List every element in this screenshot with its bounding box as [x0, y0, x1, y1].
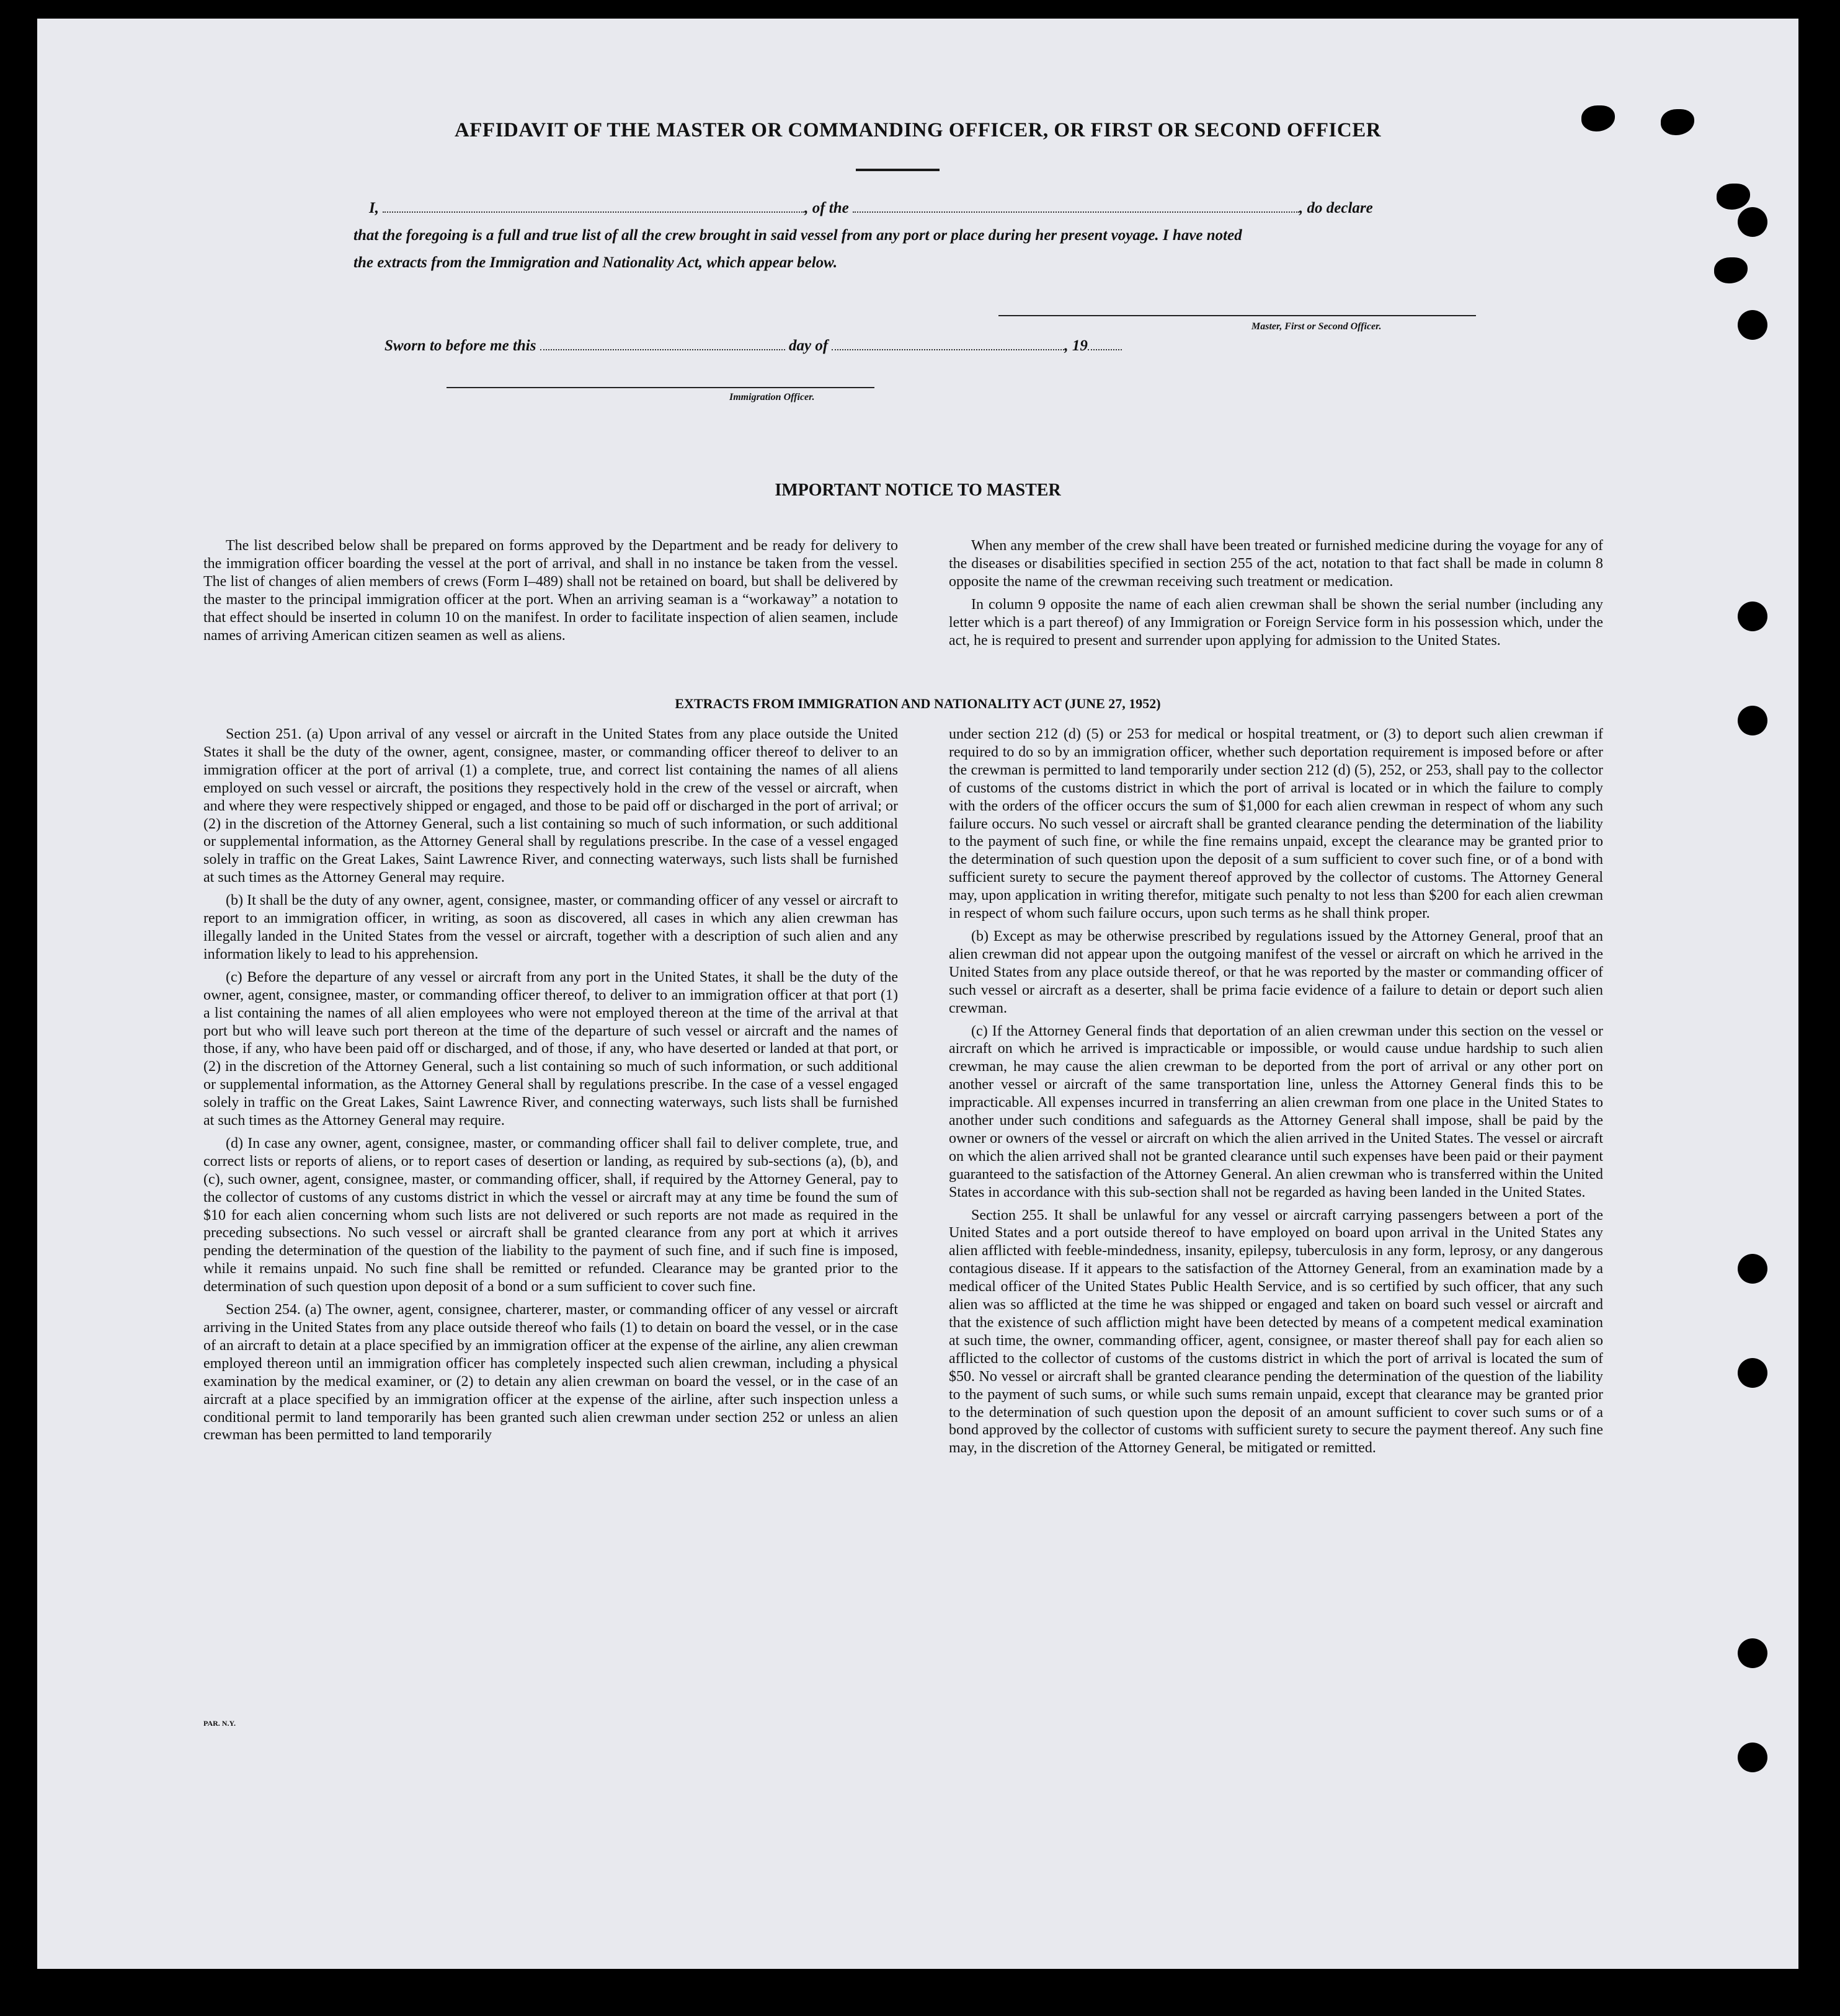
punch-hole [1738, 1254, 1767, 1284]
extract-paragraph: (b) It shall be the duty of any owner, agent, consignee, master, or commanding officer of any vessel or aircraft to report to an immigration officer, in writing, as soon as discovered, all cases in which any alien crewman has illegally landed in the United States from the vessel or aircraft, together with a description of such alien and any information likely to lead to his apprehension. [203, 892, 898, 962]
affidavit-title: AFFIDAVIT OF THE MASTER OR COMMANDING OFFICER, OR FIRST OR SECOND OFFICER [454, 119, 1382, 141]
extract-paragraph: under section 212 (d) (5) or 253 for medical or hospital treatment, or (3) to deport such alien crewman if required to do so by an immigration officer, whether such deportation requirement is imposed before or after the crewman is permitted to land temporarily under section 212 (d) (5), 252, or 253, shall pay to the collector of customs of the customs district in which the port of arrival is located or in which the failure to comply with the orders of the officer occurs the sum of $1,000 for each alien crewman in respect of whom any such failure occurs. No such vessel or aircraft shall be granted clearance pending the determination of the liability to the payment of such fine, or while the fine remains unpaid, except the clearance may be granted prior to the determination of such question upon the deposit of a sum sufficient to cover such fine, or of a bond with sufficient surety to secure the payment thereof approved by the collector of customs. The Attorney General may, upon application in writing therefor, mitigate such penalty to not less than $200 for each alien crewman in respect of whom such failure occurs, upon such terms as he shall think proper. [949, 726, 1603, 922]
notice-title: IMPORTANT NOTICE TO MASTER [775, 481, 1061, 500]
document-page [37, 19, 1798, 1969]
sworn-month-blank[interactable] [832, 346, 1064, 350]
punch-hole [1738, 310, 1767, 340]
torn-mark [1717, 184, 1750, 210]
notice-paragraph: The list described below shall be prepared on forms approved by the Department and be ready for delivery to the immigration officer boarding the vessel at the port of arrival, and shall in no instance be taken from the vessel. The list of changes of alien members of crews (Form I–489) shall not be retained on board, but shall be delivered by the master to the principal immigration officer at the port. When an arriving seaman is a “workaway” a notation to that effect should be inserted in column 10 on the manifest. In order to facilitate inspection of alien seamen, include names of arriving American citizen seamen as well as aliens. [203, 538, 898, 644]
i-label: I, [369, 200, 379, 216]
punch-hole [1738, 1743, 1767, 1772]
punch-hole [1738, 207, 1767, 237]
printer-mark: PAR. N.Y. [203, 1719, 236, 1728]
notice-paragraph: In column 9 opposite the name of each alien crewman shall be shown the serial number (including any letter which is a part thereof) of any Immigration or Foreign Service form in his possession which, under the act, he is required to present and surrender upon applying for admission to the United States. [949, 596, 1603, 649]
declaration-text-line1: that the foregoing is a full and true list of all the crew brought in said vessel from any port or place during her present voyage. I have noted [353, 227, 1242, 244]
sworn-day-blank[interactable] [540, 346, 785, 350]
declaration-text-line2: the extracts from the Immigration and Nationality Act, which appear below. [353, 254, 838, 271]
immigration-officer-caption: Immigration Officer. [729, 392, 815, 402]
sworn-label: Sworn to before me this [384, 337, 536, 354]
declarant-line [369, 200, 1373, 217]
extracts-right-column [949, 726, 1603, 1462]
punch-hole [1738, 1638, 1767, 1668]
declarant-name-blank[interactable] [383, 208, 804, 213]
punch-hole [1738, 602, 1767, 631]
sworn-year-blank[interactable] [1088, 346, 1122, 350]
title-divider [856, 169, 940, 171]
extract-paragraph: Section 254. (a) The owner, agent, consignee, charterer, master, or commanding officer of any vessel or aircraft arriving in the United States from any place outside thereof who fails (1) to detain on board the vessel, or in the case of an aircraft to detain at a place specified by an immigration officer at the expense of the airline, any alien crewman employed thereon until an immigration officer has completely inspected such alien crewman, including a physical examination by the medical examiner, or (2) to detain any alien crewman on board the vessel, or in the case of an aircraft at a place specified by an immigration officer at the expense of the airline, after such inspection unless a conditional permit to land temporarily has been granted such alien crewman under section 252 or unless an alien crewman has been permitted to land temporarily [203, 1302, 898, 1444]
officer-caption: Master, First or Second Officer. [1251, 321, 1382, 332]
extract-paragraph: Section 255. It shall be unlawful for any vessel or aircraft carrying passengers between a port of the United States and a port outside thereof to have employed on board upon arrival in the United States any alien afflicted with feeble-mindedness, insanity, epilepsy, tuberculosis in any form, leprosy, or any dangerous contagious disease. If it appears to the satisfaction of the Attorney General, from an examination made by a medical officer of the United States Public Health Service, and is so certified by such officer, that any such alien was so afflicted at the time he was shipped or engaged and taken on board such vessel or aircraft and that the existence of such affliction might have been detected by means of a competent medical examination at such time, the owner, commanding officer, agent, consignee, or master thereof shall pay for each alien so afflicted to the collector of customs of the customs district in which the port of arrival is located the sum of $50. No vessel or aircraft shall be granted clearance pending the determination of the question of the liability to the payment of such sums, or while such sums remain unpaid, except that clearance may be granted prior to the determination of such question upon the deposit of an amount sufficient to cover such sums or of a bond approved by the collector of customs with sufficient surety to secure the payment thereof. Any such fine may, in the discretion of the Attorney General, be mitigated or remitted. [949, 1207, 1603, 1457]
immigration-officer-signature-line[interactable] [447, 387, 874, 388]
punch-hole [1738, 1358, 1767, 1388]
day-of-label: day of [788, 337, 829, 354]
extract-paragraph: (c) If the Attorney General finds that deportation of an alien crewman under this section on the vessel or aircraft on which he arrived is impracticable or impossible, or would cause undue hardship to such alien crewman, he may cause the alien crewman to be deported from the port of arrival or any other port on another vessel or aircraft of the same transportation line, unless the Attorney General finds this to be impracticable. All expenses incurred in transferring an alien crewman from one place in the United States to another under such conditions and safeguards as the Attorney General shall impose, shall be paid by the owner or owners of the vessel or aircraft on which the alien arrived in the United States. The vessel or aircraft on which the alien arrived shall not be granted clearance until such expenses have been paid or their payment guaranteed to the satisfaction of the Attorney General. An alien crewman who is transferred within the United States in accordance with this sub-section shall not be regarded as having been landed in the United States. [949, 1023, 1603, 1201]
extract-paragraph: Section 251. (a) Upon arrival of any vessel or aircraft in the United States from any place outside the United States it shall be the duty of the owner, agent, consignee, master, or commanding officer thereof to deliver to an immigration officer at the port of arrival (1) a complete, true, and correct list containing the names of all aliens employed on such vessel or aircraft, the positions they respectively hold in the crew of the vessel or aircraft, when and where they were respectively shipped or engaged, and those to be paid off or discharged in the port of arrival; or (2) in the discretion of the Attorney General, such a list containing so much of such information, or such additional or supplemental information, as the Attorney General shall by regulations prescribe. In the case of a vessel engaged solely in traffic on the Great Lakes, Saint Lawrence River, and connecting waterways, such lists shall be furnished at such times as the Attorney General may require. [203, 726, 898, 886]
sworn-line [384, 337, 1122, 355]
extracts-title: EXTRACTS FROM IMMIGRATION AND NATIONALITY ACT (JUNE 27, 1952) [675, 696, 1161, 711]
notice-left-column [203, 537, 898, 649]
vessel-name-blank[interactable] [853, 208, 1299, 213]
of-the-label: , of the [804, 200, 849, 216]
extract-paragraph: (d) In case any owner, agent, consignee, master, or commanding officer shall fail to deliver complete, true, and correct lists or reports of aliens, or to report cases of desertion or landing, as required by sub-sections (a), (b), and (c), such owner, agent, consignee, master, or commanding officer, shall, if required by the Attorney General, pay to the collector of customs of any customs district in which the vessel or aircraft may at any time be found the sum of $10 for each alien concerning whom such lists are not delivered or such reports are not made as required in the preceding subsections. No such vessel or aircraft shall be granted clearance from any port at which it arrives pending the determination of the question of the liability to the payment of such fine, and if such fine is imposed, while it remains unpaid. No such fine shall be remitted or refunded. Clearance may be granted prior to the determination of such question upon deposit of a bond or a sum sufficient to cover such fine. [203, 1135, 898, 1295]
notice-paragraph: When any member of the crew shall have been treated or furnished medicine during the voyage for any of the diseases or disabilities specified in section 255 of the act, notation to that fact shall be made in column 8 opposite the name of the crewman receiving such treatment or medication. [949, 538, 1603, 590]
officer-signature-line[interactable] [998, 315, 1476, 316]
extract-paragraph: (c) Before the departure of any vessel or aircraft from any port in the United States, it shall be the duty of the owner, agent, consignee, master, or commanding officer thereof, to deliver to an immigration officer at that port (1) a list containing the names of all alien employees who were not employed thereon at the time of the arrival at that port but who will leave such port thereon at the time of the departure of such vessel or aircraft and the names of those, if any, who have been paid off or discharged, and of those, if any, who have deserted or landed at that port, or (2) in the discretion of the Attorney General, such a list containing so much of such information, or such additional or supplemental information, as the Attorney General shall by regulations prescribe. In the case of a vessel engaged solely in traffic on the Great Lakes, Saint Lawrence River, and connecting waterways, such lists shall be furnished at such times as the Attorney General may require. [203, 969, 898, 1129]
notice-right-column [949, 537, 1603, 654]
do-declare-label: , do declare [1299, 200, 1373, 216]
extract-paragraph: (b) Except as may be otherwise prescribed by regulations issued by the Attorney General, proof that an alien crewman did not appear upon the outgoing manifest of the vessel or aircraft on which he arrived in the United States from any place outside thereof, or that he was reported by the master or commanding officer of such vessel or aircraft as a deserter, shall be prima facie evidence of a failure to detain or deport such alien crewman. [949, 928, 1603, 1016]
torn-mark [1714, 257, 1748, 283]
year-prefix-label: , 19 [1064, 337, 1088, 354]
extracts-left-column [203, 726, 898, 1449]
